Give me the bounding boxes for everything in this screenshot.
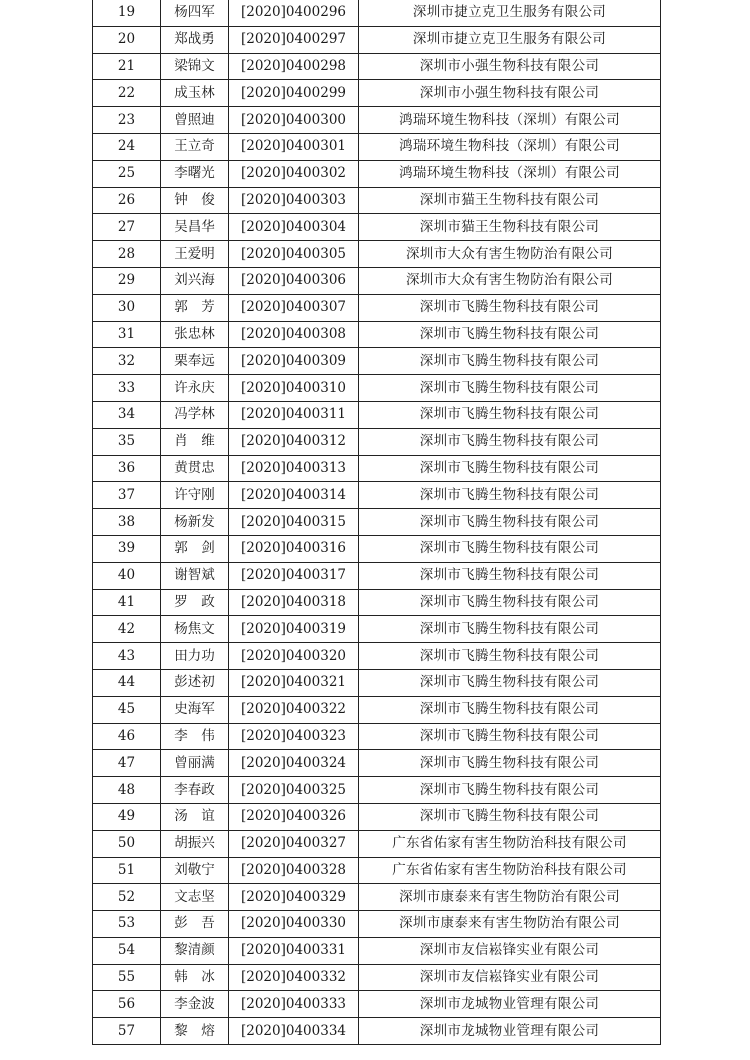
- document-page: [92, 0, 660, 1045]
- row-number: 47: [93, 750, 161, 777]
- company-name: 深圳市猫王生物科技有限公司: [359, 214, 661, 241]
- row-number: 19: [93, 0, 161, 26]
- company-name: 深圳市大众有害生物防治有限公司: [359, 241, 661, 268]
- row-number: 31: [93, 321, 161, 348]
- row-number: 32: [93, 348, 161, 375]
- row-number: 38: [93, 509, 161, 536]
- certificate-number: [2020]0400297: [229, 26, 359, 53]
- table-row: [93, 750, 661, 777]
- person-name: 许永庆: [161, 375, 229, 402]
- row-number: 21: [93, 53, 161, 80]
- row-number: 22: [93, 80, 161, 107]
- certificate-number: [2020]0400317: [229, 562, 359, 589]
- certificate-number: [2020]0400330: [229, 911, 359, 938]
- row-number: 53: [93, 911, 161, 938]
- person-name: 杨新发: [161, 509, 229, 536]
- person-name: 彭述初: [161, 669, 229, 696]
- company-name: 深圳市飞腾生物科技有限公司: [359, 562, 661, 589]
- company-name: 深圳市飞腾生物科技有限公司: [359, 482, 661, 509]
- person-name: 文志坚: [161, 884, 229, 911]
- row-number: 36: [93, 455, 161, 482]
- company-name: 深圳市飞腾生物科技有限公司: [359, 669, 661, 696]
- certificate-number: [2020]0400333: [229, 991, 359, 1018]
- company-name: 深圳市猫王生物科技有限公司: [359, 187, 661, 214]
- company-name: 深圳市小强生物科技有限公司: [359, 80, 661, 107]
- company-name: 广东省佑家有害生物防治科技有限公司: [359, 830, 661, 857]
- table-row: [93, 696, 661, 723]
- table-row: [93, 375, 661, 402]
- company-name: 深圳市飞腾生物科技有限公司: [359, 643, 661, 670]
- person-name: 刘敬宁: [161, 857, 229, 884]
- table-row: [93, 669, 661, 696]
- person-name: 王爱明: [161, 241, 229, 268]
- certificate-number: [2020]0400310: [229, 375, 359, 402]
- person-name: 曾丽满: [161, 750, 229, 777]
- company-name: 深圳市大众有害生物防治有限公司: [359, 267, 661, 294]
- certificate-number: [2020]0400311: [229, 401, 359, 428]
- table-row: [93, 26, 661, 53]
- person-name: 杨四军: [161, 0, 229, 26]
- certificate-number: [2020]0400302: [229, 160, 359, 187]
- certificate-number: [2020]0400309: [229, 348, 359, 375]
- table-row: [93, 535, 661, 562]
- company-name: 深圳市飞腾生物科技有限公司: [359, 777, 661, 804]
- person-name: 李金波: [161, 991, 229, 1018]
- person-name: 郑战勇: [161, 26, 229, 53]
- row-number: 23: [93, 107, 161, 134]
- table-body: [93, 0, 661, 1045]
- table-row: [93, 107, 661, 134]
- certificate-number: [2020]0400300: [229, 107, 359, 134]
- row-number: 45: [93, 696, 161, 723]
- table-row: [93, 830, 661, 857]
- table-row: [93, 589, 661, 616]
- table-row: [93, 884, 661, 911]
- certificate-number: [2020]0400299: [229, 80, 359, 107]
- row-number: 55: [93, 964, 161, 991]
- table-row: [93, 616, 661, 643]
- company-name: 深圳市龙城物业管理有限公司: [359, 991, 661, 1018]
- company-name: 深圳市捷立克卫生服务有限公司: [359, 26, 661, 53]
- company-name: 深圳市飞腾生物科技有限公司: [359, 589, 661, 616]
- person-name: 冯学林: [161, 401, 229, 428]
- company-name: 深圳市飞腾生物科技有限公司: [359, 803, 661, 830]
- table-row: [93, 53, 661, 80]
- row-number: 39: [93, 535, 161, 562]
- table-row: [93, 348, 661, 375]
- person-name: 王立奇: [161, 133, 229, 160]
- row-number: 33: [93, 375, 161, 402]
- certificate-number: [2020]0400325: [229, 777, 359, 804]
- certificate-number: [2020]0400323: [229, 723, 359, 750]
- row-number: 40: [93, 562, 161, 589]
- company-name: 深圳市小强生物科技有限公司: [359, 53, 661, 80]
- row-number: 52: [93, 884, 161, 911]
- person-name: 史海军: [161, 696, 229, 723]
- company-name: 广东省佑家有害生物防治科技有限公司: [359, 857, 661, 884]
- company-name: 深圳市飞腾生物科技有限公司: [359, 375, 661, 402]
- certificate-number: [2020]0400303: [229, 187, 359, 214]
- company-name: 深圳市捷立克卫生服务有限公司: [359, 0, 661, 26]
- certificate-number: [2020]0400324: [229, 750, 359, 777]
- person-name: 汤 谊: [161, 803, 229, 830]
- company-name: 深圳市飞腾生物科技有限公司: [359, 535, 661, 562]
- person-name: 杨焦文: [161, 616, 229, 643]
- row-number: 25: [93, 160, 161, 187]
- person-name: 黎 熔: [161, 1018, 229, 1045]
- person-name: 钟 俊: [161, 187, 229, 214]
- table-row: [93, 321, 661, 348]
- person-name: 郭 剑: [161, 535, 229, 562]
- table-row: [93, 643, 661, 670]
- row-number: 48: [93, 777, 161, 804]
- certificate-number: [2020]0400329: [229, 884, 359, 911]
- company-name: 深圳市康泰来有害生物防治有限公司: [359, 911, 661, 938]
- certificate-number: [2020]0400332: [229, 964, 359, 991]
- person-name: 李 伟: [161, 723, 229, 750]
- certificate-number: [2020]0400301: [229, 133, 359, 160]
- company-name: 深圳市飞腾生物科技有限公司: [359, 750, 661, 777]
- row-number: 44: [93, 669, 161, 696]
- person-name: 肖 维: [161, 428, 229, 455]
- certificate-number: [2020]0400296: [229, 0, 359, 26]
- person-name: 彭 吾: [161, 911, 229, 938]
- table-row: [93, 1018, 661, 1045]
- row-number: 37: [93, 482, 161, 509]
- company-name: 深圳市龙城物业管理有限公司: [359, 1018, 661, 1045]
- certificate-number: [2020]0400307: [229, 294, 359, 321]
- person-name: 刘兴海: [161, 267, 229, 294]
- certificate-number: [2020]0400326: [229, 803, 359, 830]
- table-row: [93, 857, 661, 884]
- company-name: 深圳市飞腾生物科技有限公司: [359, 723, 661, 750]
- company-name: 深圳市飞腾生物科技有限公司: [359, 428, 661, 455]
- table-row: [93, 401, 661, 428]
- table-row: [93, 991, 661, 1018]
- row-number: 57: [93, 1018, 161, 1045]
- table-row: [93, 294, 661, 321]
- company-name: 深圳市飞腾生物科技有限公司: [359, 294, 661, 321]
- company-name: 深圳市飞腾生物科技有限公司: [359, 348, 661, 375]
- certificate-number: [2020]0400320: [229, 643, 359, 670]
- table-row: [93, 482, 661, 509]
- company-name: 鸿瑞环境生物科技（深圳）有限公司: [359, 107, 661, 134]
- person-name: 韩 冰: [161, 964, 229, 991]
- row-number: 42: [93, 616, 161, 643]
- row-number: 29: [93, 267, 161, 294]
- company-name: 深圳市飞腾生物科技有限公司: [359, 509, 661, 536]
- company-name: 鸿瑞环境生物科技（深圳）有限公司: [359, 133, 661, 160]
- row-number: 24: [93, 133, 161, 160]
- row-number: 43: [93, 643, 161, 670]
- certificate-number: [2020]0400305: [229, 241, 359, 268]
- table-row: [93, 80, 661, 107]
- company-name: 深圳市飞腾生物科技有限公司: [359, 321, 661, 348]
- row-number: 49: [93, 803, 161, 830]
- table-row: [93, 0, 661, 26]
- table-row: [93, 937, 661, 964]
- table-row: [93, 214, 661, 241]
- person-name: 黎清颜: [161, 937, 229, 964]
- person-name: 胡振兴: [161, 830, 229, 857]
- row-number: 27: [93, 214, 161, 241]
- company-name: 鸿瑞环境生物科技（深圳）有限公司: [359, 160, 661, 187]
- row-number: 51: [93, 857, 161, 884]
- company-name: 深圳市友信崧锋实业有限公司: [359, 964, 661, 991]
- certificate-number: [2020]0400318: [229, 589, 359, 616]
- certificate-number: [2020]0400319: [229, 616, 359, 643]
- person-name: 成玉林: [161, 80, 229, 107]
- row-number: 20: [93, 26, 161, 53]
- table-row: [93, 455, 661, 482]
- row-number: 28: [93, 241, 161, 268]
- company-name: 深圳市康泰来有害生物防治有限公司: [359, 884, 661, 911]
- row-number: 30: [93, 294, 161, 321]
- row-number: 35: [93, 428, 161, 455]
- certificate-number: [2020]0400298: [229, 53, 359, 80]
- company-name: 深圳市飞腾生物科技有限公司: [359, 401, 661, 428]
- certificate-number: [2020]0400331: [229, 937, 359, 964]
- table-row: [93, 562, 661, 589]
- person-name: 谢智斌: [161, 562, 229, 589]
- table-row: [93, 187, 661, 214]
- table-row: [93, 777, 661, 804]
- company-name: 深圳市友信崧锋实业有限公司: [359, 937, 661, 964]
- table-row: [93, 267, 661, 294]
- person-name: 曾照迪: [161, 107, 229, 134]
- certificate-number: [2020]0400328: [229, 857, 359, 884]
- certificate-number: [2020]0400313: [229, 455, 359, 482]
- row-number: 54: [93, 937, 161, 964]
- row-number: 34: [93, 401, 161, 428]
- certificate-number: [2020]0400321: [229, 669, 359, 696]
- table-row: [93, 723, 661, 750]
- person-name: 吴昌华: [161, 214, 229, 241]
- certificate-number: [2020]0400316: [229, 535, 359, 562]
- person-name: 梁锦文: [161, 53, 229, 80]
- table-row: [93, 964, 661, 991]
- certificate-number: [2020]0400308: [229, 321, 359, 348]
- table-row: [93, 803, 661, 830]
- company-name: 深圳市飞腾生物科技有限公司: [359, 616, 661, 643]
- table-row: [93, 911, 661, 938]
- person-name: 栗奉远: [161, 348, 229, 375]
- certificate-number: [2020]0400322: [229, 696, 359, 723]
- row-number: 56: [93, 991, 161, 1018]
- person-name: 郭 芳: [161, 294, 229, 321]
- person-name: 罗 政: [161, 589, 229, 616]
- person-name: 李曙光: [161, 160, 229, 187]
- table-row: [93, 133, 661, 160]
- person-name: 李春政: [161, 777, 229, 804]
- row-number: 26: [93, 187, 161, 214]
- personnel-table: [92, 0, 661, 1045]
- table-row: [93, 241, 661, 268]
- table-row: [93, 160, 661, 187]
- row-number: 41: [93, 589, 161, 616]
- company-name: 深圳市飞腾生物科技有限公司: [359, 455, 661, 482]
- row-number: 46: [93, 723, 161, 750]
- table-row: [93, 509, 661, 536]
- table-row: [93, 428, 661, 455]
- company-name: 深圳市飞腾生物科技有限公司: [359, 696, 661, 723]
- certificate-number: [2020]0400327: [229, 830, 359, 857]
- person-name: 许守刚: [161, 482, 229, 509]
- row-number: 50: [93, 830, 161, 857]
- certificate-number: [2020]0400306: [229, 267, 359, 294]
- person-name: 田力功: [161, 643, 229, 670]
- person-name: 黄贯忠: [161, 455, 229, 482]
- certificate-number: [2020]0400314: [229, 482, 359, 509]
- certificate-number: [2020]0400334: [229, 1018, 359, 1045]
- certificate-number: [2020]0400315: [229, 509, 359, 536]
- person-name: 张忠林: [161, 321, 229, 348]
- certificate-number: [2020]0400304: [229, 214, 359, 241]
- certificate-number: [2020]0400312: [229, 428, 359, 455]
